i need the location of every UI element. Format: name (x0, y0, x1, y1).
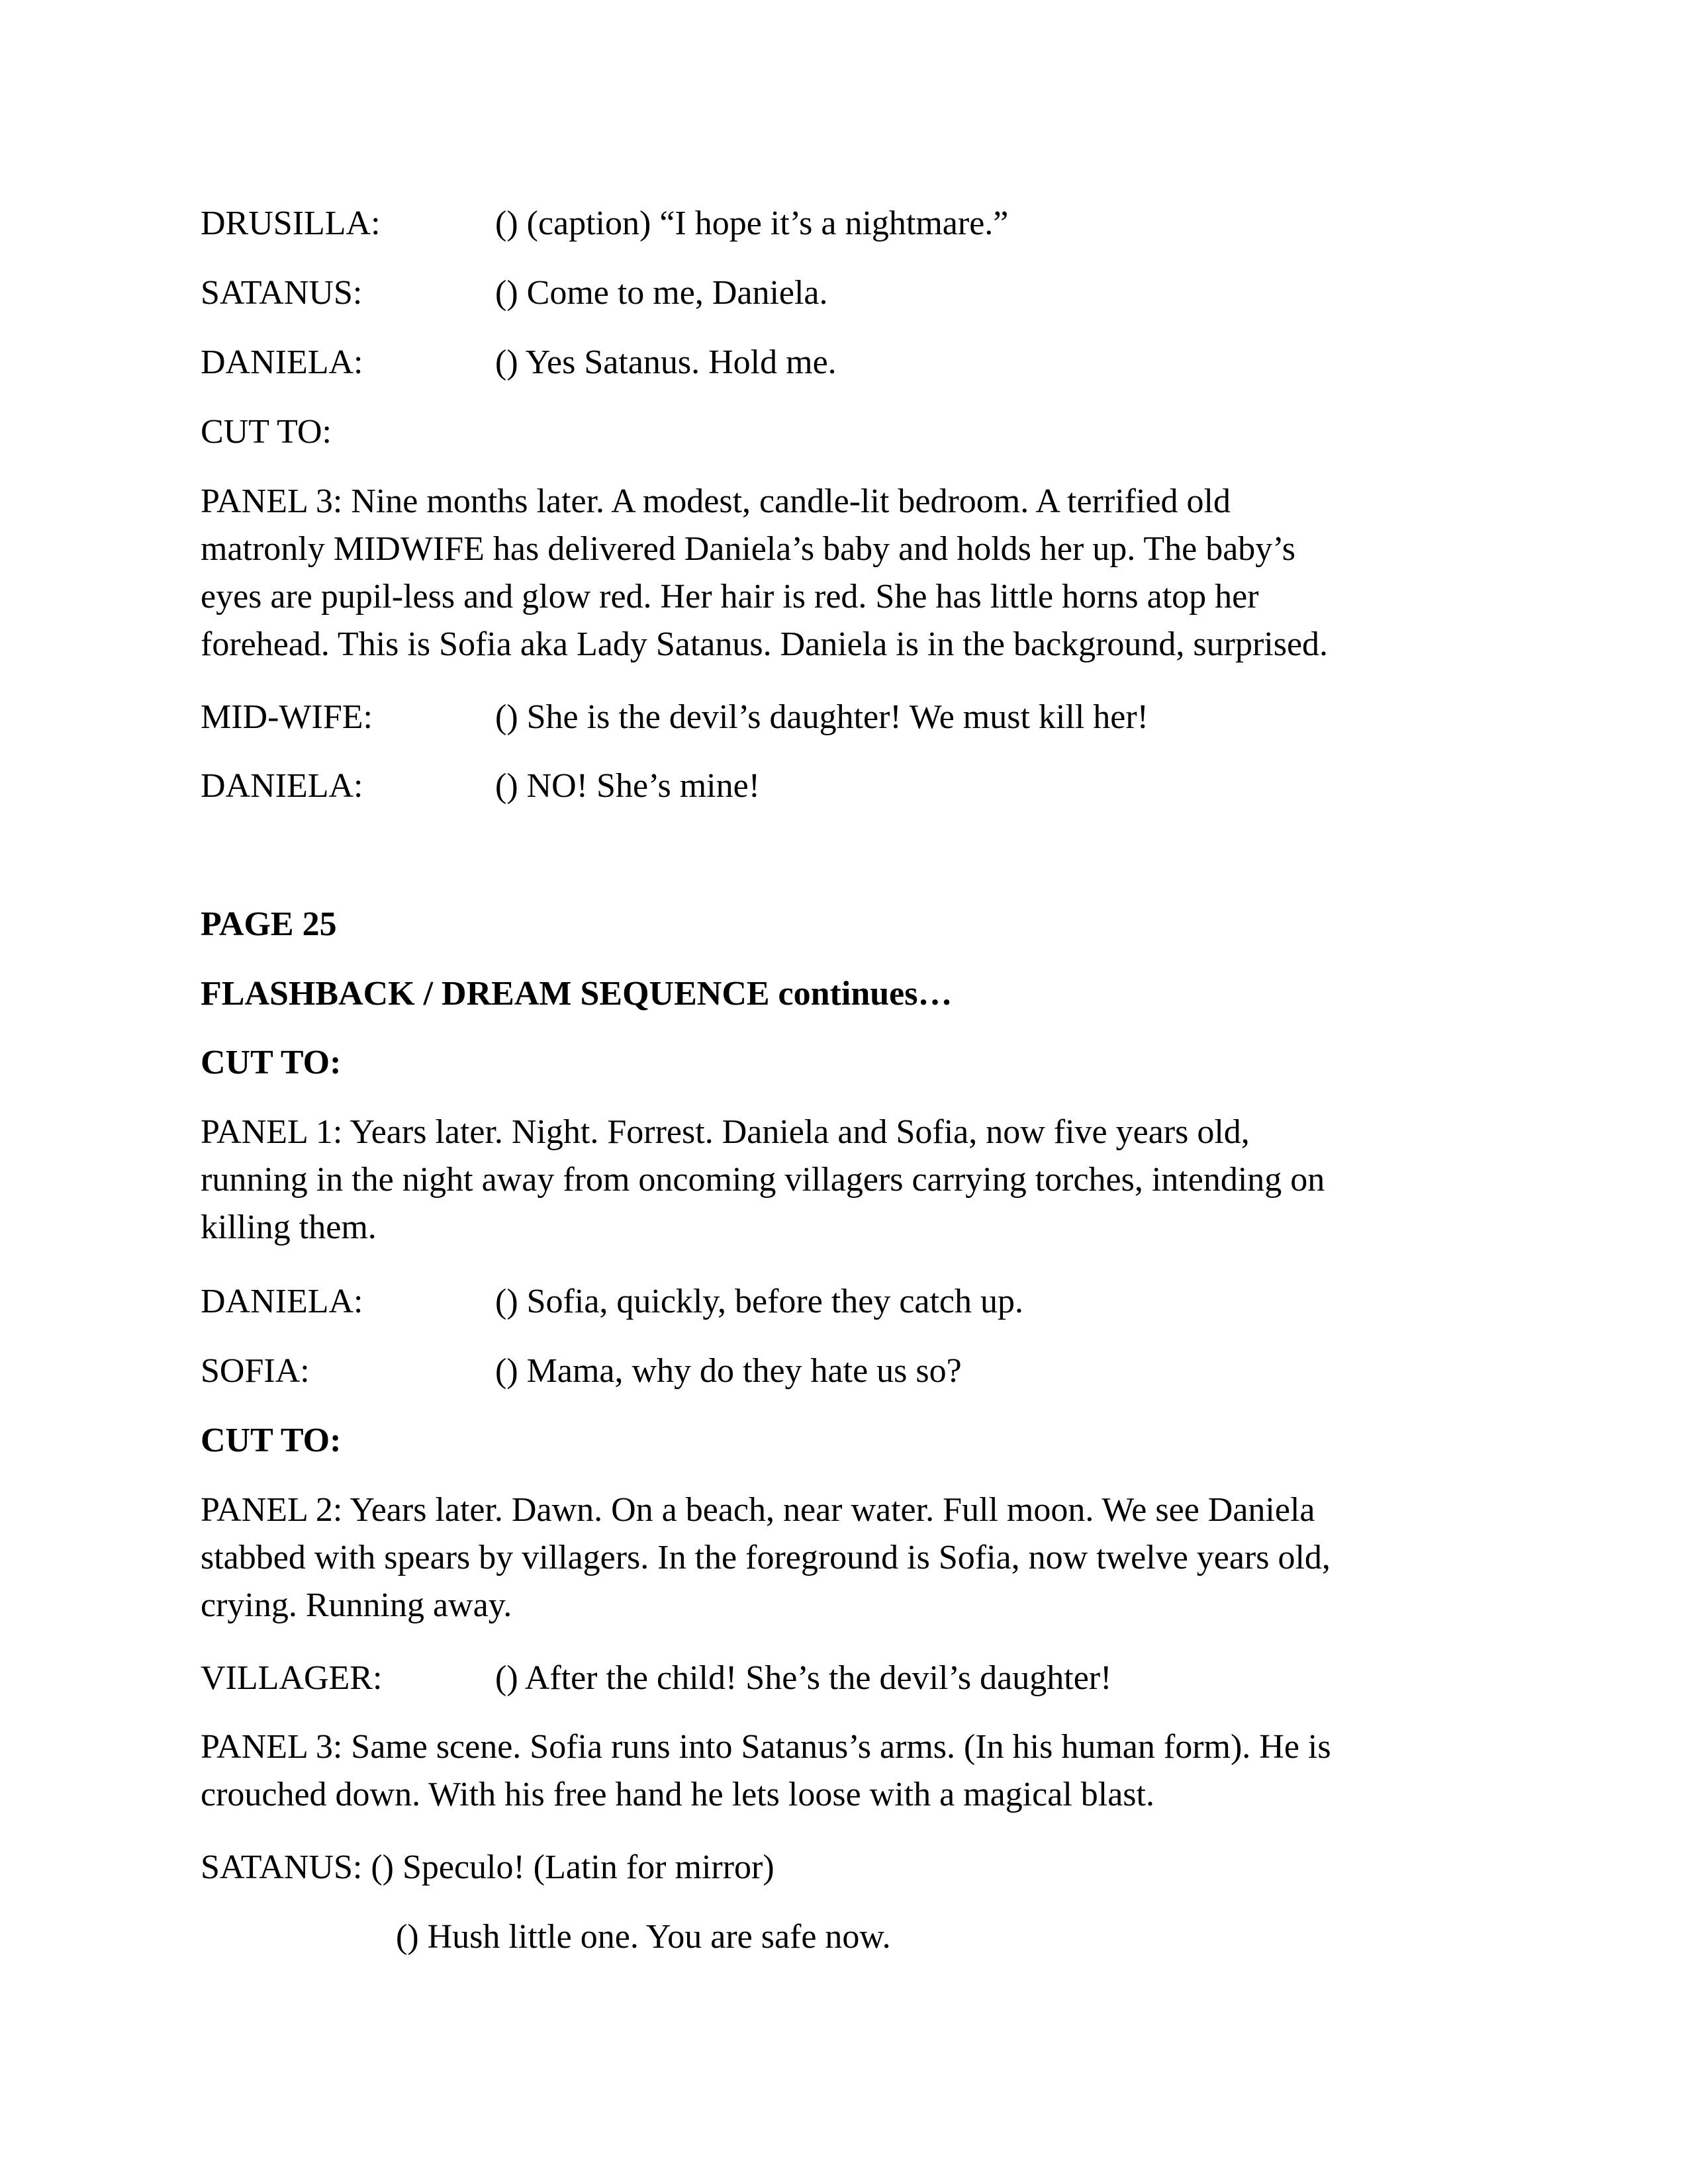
speaker-name: MID-WIFE: (201, 698, 373, 736)
panel-3-description (201, 478, 1498, 668)
page-heading: PAGE 25 (201, 905, 337, 943)
speaker-name: VILLAGER: (201, 1659, 383, 1697)
dialogue-text: () After the child! She’s the devil’s daughter! (495, 1659, 1112, 1697)
description-line: running in the night away from oncoming villagers carrying torches, intending on (201, 1161, 1325, 1199)
speaker-name: SOFIA: (201, 1352, 310, 1390)
description-line: crouched down. With his free hand he lets loose with a magical blast. (201, 1776, 1154, 1813)
description-line: PANEL 3: Same scene. Sofia runs into Satanus’s arms. (In his human form). He is (201, 1728, 1331, 1766)
cut-to-transition: CUT TO: (201, 413, 332, 451)
dialogue-continuation: () Hush little one. You are safe now. (396, 1918, 891, 1956)
description-line: eyes are pupil-less and glow red. Her hair is red. She has little horns atop her (201, 578, 1259, 615)
dialogue-text: () Come to me, Daniela. (495, 274, 828, 312)
dialogue-satanus: SATANUS: () Speculo! (Latin for mirror) (201, 1848, 774, 1886)
description-line: PANEL 1: Years later. Night. Forrest. Daniela and Sofia, now five years old, (201, 1113, 1250, 1151)
description-line: killing them. (201, 1208, 377, 1246)
description-line: crying. Running away. (201, 1586, 512, 1624)
panel-2-description (201, 1486, 1498, 1629)
cut-to-transition: CUT TO: (201, 1422, 342, 1459)
description-line: PANEL 3: Nine months later. A modest, candle-lit bedroom. A terrified old (201, 482, 1231, 520)
sequence-heading: FLASHBACK / DREAM SEQUENCE continues… (201, 975, 953, 1013)
speaker-name: DRUSILLA: (201, 205, 381, 242)
dialogue-text: () Yes Satanus. Hold me. (495, 343, 837, 381)
speaker-name: DANIELA: (201, 1283, 363, 1320)
speaker-name: DANIELA: (201, 343, 363, 381)
dialogue-text: () Sofia, quickly, before they catch up. (495, 1283, 1024, 1320)
description-line: stabbed with spears by villagers. In the foreground is Sofia, now twelve years old, (201, 1539, 1331, 1576)
dialogue-text: () (caption) “I hope it’s a nightmare.” (495, 205, 1009, 242)
description-line: matronly MIDWIFE has delivered Daniela’s baby and holds her up. The baby’s (201, 530, 1295, 568)
dialogue-text: () She is the devil’s daughter! We must kill her! (495, 698, 1149, 736)
panel-3-description (201, 1723, 1498, 1819)
cut-to-transition: CUT TO: (201, 1044, 342, 1081)
dialogue-text: () NO! She’s mine! (495, 767, 761, 805)
description-line: PANEL 2: Years later. Dawn. On a beach, near water. Full moon. We see Daniela (201, 1491, 1315, 1529)
panel-1-description (201, 1109, 1498, 1251)
speaker-name: DANIELA: (201, 767, 363, 805)
description-line: forehead. This is Sofia aka Lady Satanus. Daniela is in the background, surprised. (201, 625, 1329, 663)
dialogue-text: () Mama, why do they hate us so? (495, 1352, 962, 1390)
speaker-name: SATANUS: (201, 274, 363, 312)
